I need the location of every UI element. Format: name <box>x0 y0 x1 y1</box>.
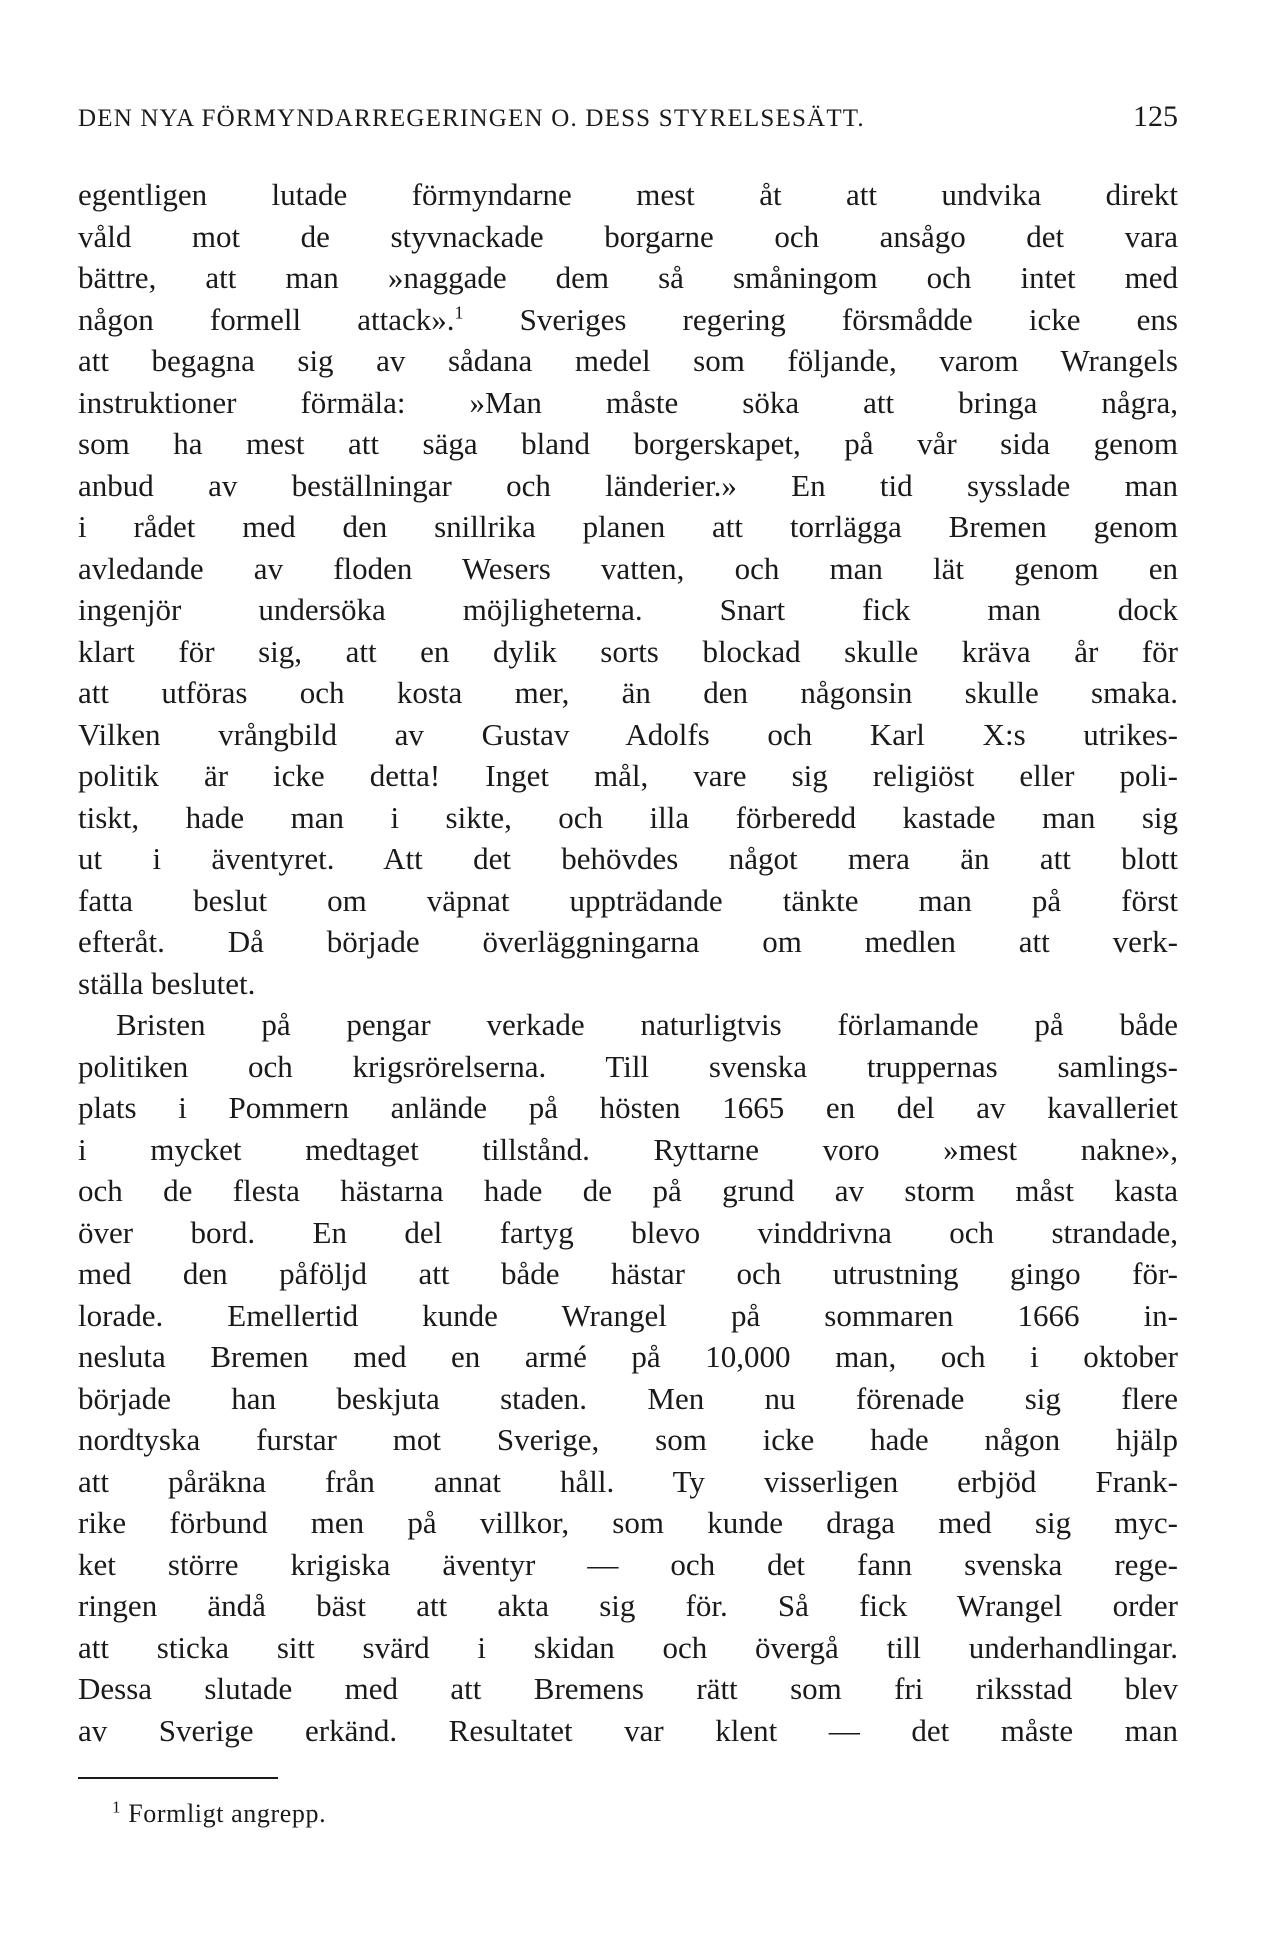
text-line: avledande av floden Wesers vatten, och man lät genom en <box>78 550 1178 586</box>
text-line: fatta beslut om väpnat uppträdande tänkte man på först <box>78 882 1178 918</box>
footnote-marker: 1 <box>112 1797 122 1817</box>
text-line: att påräkna från annat håll. Ty visserligen erbjöd Frank- <box>78 1463 1178 1499</box>
text-line: som ha mest att säga bland borgerskapet, på vår sida genom <box>78 426 1178 461</box>
text-line: bättre, att man »naggade dem så småningom och intet med <box>78 260 1178 295</box>
text-line: lorade. Emellertid kunde Wrangel på sommaren 1666 in- <box>78 1297 1178 1333</box>
text-line: av Sverige erkänd. Resultatet var klent — det måste man <box>78 1712 1178 1748</box>
text-line: tiskt, hade man i sikte, och illa förberedd kastade man sig <box>78 799 1178 835</box>
running-head <box>78 100 1178 144</box>
text-line: klart för sig, att en dylik sorts blockad skulle kräva år för <box>78 633 1178 669</box>
text-line: i rådet med den snillrika planen att torrlägga Bremen genom <box>78 509 1178 544</box>
paragraph-2 <box>78 1004 1178 1751</box>
text-line: Vilken vrångbild av Gustav Adolfs och Karl X:s utrikes- <box>78 716 1178 752</box>
text-line: Dessa slutade med att Bremens rätt som fri riksstad blev <box>78 1671 1178 1706</box>
footnote <box>112 1799 1178 1829</box>
text-line: började han beskjuta staden. Men nu förenade sig flere <box>78 1380 1178 1416</box>
text-line-with-footnote <box>78 299 1178 341</box>
footnote-divider <box>78 1777 278 1779</box>
text-line: plats i Pommern anlände på hösten 1665 en del av kavalleriet <box>78 1090 1178 1125</box>
footnote-text: Formligt angrepp. <box>128 1799 327 1828</box>
text-line: ringen ändå bäst att akta sig för. Så fick Wrangel order <box>78 1588 1178 1623</box>
text-line: ställa beslutet. <box>78 965 256 1001</box>
text-line: med den påföljd att både hästar och utrustning gingo för- <box>78 1256 1178 1291</box>
text-fragment: Sveriges regering försmådde icke ens <box>463 301 1178 337</box>
text-fragment: någon formell attack». <box>78 301 455 337</box>
text-line: att begagna sig av sådana medel som följande, varom Wrangels <box>78 343 1178 378</box>
text-line: politiken och krigsrörelserna. Till svenska truppernas samlings- <box>78 1048 1178 1084</box>
book-page <box>78 100 1178 1900</box>
text-line: att sticka sitt svärd i skidan och övergå till underhandlingar. <box>78 1629 1178 1665</box>
text-line: ut i äventyret. Att det behövdes något mera än att blott <box>78 841 1178 876</box>
text-line: Bristen på pengar verkade naturligtvis förlamande på både <box>116 1007 1178 1042</box>
text-line: anbud av beställningar och länderier.» En tid sysslade man <box>78 467 1178 503</box>
text-line: att utföras och kosta mer, än den någonsin skulle smaka. <box>78 675 1178 710</box>
running-title: DEN NYA FÖRMYNDARREGERINGEN O. DESS STYRELSESÄTT. <box>78 105 865 132</box>
text-line: över bord. En del fartyg blevo vinddrivna och strandade, <box>78 1214 1178 1250</box>
text-line: ket större krigiska äventyr — och det fann svenska rege- <box>78 1546 1178 1582</box>
text-line: politik är icke detta! Inget mål, vare sig religiöst eller poli- <box>78 758 1178 793</box>
body-text <box>78 174 1178 1751</box>
page-number: 125 <box>1133 100 1178 133</box>
text-line: nesluta Bremen med en armé på 10,000 man, och i oktober <box>78 1339 1178 1374</box>
text-line: ingenjör undersöka möjligheterna. Snart fick man dock <box>78 592 1178 627</box>
text-line: våld mot de styvnackade borgarne och ansågo det vara <box>78 218 1178 254</box>
text-line: och de flesta hästarna hade de på grund av storm måst kasta <box>78 1173 1178 1208</box>
footnote-reference: 1 <box>454 302 464 323</box>
text-line: i mycket medtaget tillstånd. Ryttarne voro »mest nakne», <box>78 1131 1178 1167</box>
text-line: efteråt. Då började överläggningarna om medlen att verk- <box>78 924 1178 959</box>
text-line: nordtyska furstar mot Sverige, som icke hade någon hjälp <box>78 1422 1178 1457</box>
paragraph-1 <box>78 174 1178 1004</box>
text-line: rike förbund men på villkor, som kunde draga med sig myc- <box>78 1505 1178 1540</box>
text-line: egentligen lutade förmyndarne mest åt att undvika direkt <box>78 177 1178 212</box>
text-line: instruktioner förmäla: »Man måste söka att bringa några, <box>78 384 1178 420</box>
